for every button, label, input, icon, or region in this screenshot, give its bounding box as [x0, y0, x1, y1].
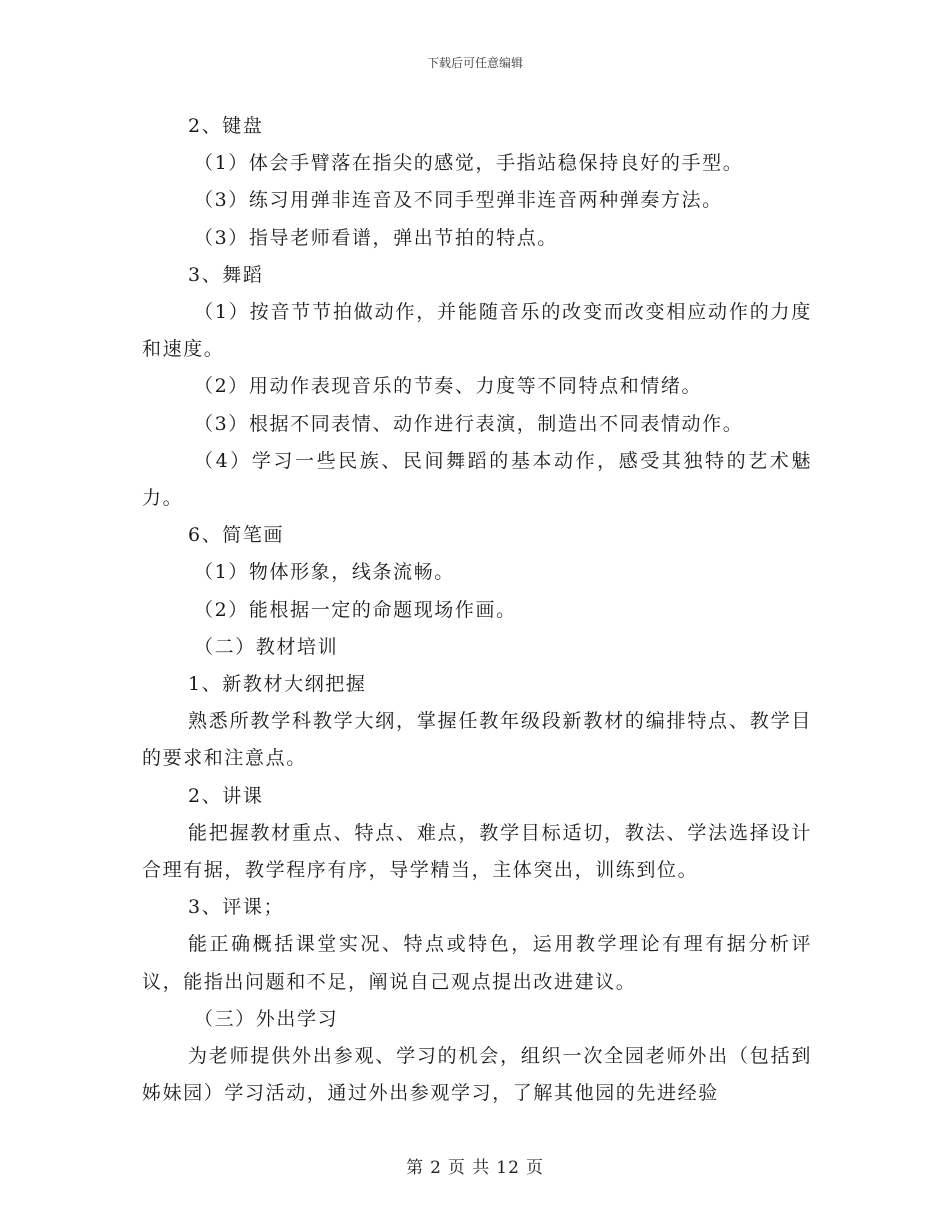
section-heading-keyboard: 2、键盘 [188, 115, 264, 137]
subsection-heading: 1、新教材大纲把握 [188, 673, 367, 696]
section-heading-drawing: 6、简笔画 [188, 524, 285, 547]
list-item: （1）物体形象，线条流畅。 [194, 561, 455, 584]
section-heading-dance: 3、舞蹈 [188, 263, 264, 286]
body-paragraph: 为老师提供外出参观、学习的机会，组织一次全园老师外出（包括到姊妹园）学习活动，通过外出参观学习，了解其他园的先进经验 [142, 1045, 812, 1105]
list-item: （3）练习用弹非连音及不同手型弹非连音两种弹奏方法。 [194, 189, 723, 212]
list-item: （1）按音节节拍做动作，并能随音乐的改变而改变相应动作的力度和速度。 [142, 301, 812, 361]
footer-middle: 页 共 [447, 1158, 491, 1178]
subsection-heading: 2、讲课 [188, 784, 264, 807]
footer-suffix: 页 [525, 1158, 544, 1178]
list-item: （2）能根据一定的命题现场作画。 [194, 598, 517, 621]
page-footer [0, 1153, 950, 1178]
list-item: （3）指导老师看谱，弹出节拍的特点。 [194, 226, 558, 249]
subsection-heading: 3、评课； [188, 896, 285, 919]
footer-prefix: 第 [406, 1158, 425, 1178]
body-paragraph: 能正确概括课堂实况、特点或特色，运用教学理论有理有据分析评议，能指出问题和不足，阐说自己观点提出改进建议。 [142, 933, 812, 993]
footer-page-number: 2 [430, 1158, 442, 1178]
section-heading-textbook-training: （二）教材培训 [194, 635, 339, 658]
body-paragraph: 熟悉所教学科教学大纲，掌握任教年级段新教材的编排特点、教学目的要求和注意点。 [142, 710, 812, 770]
list-item: （3）根据不同表情、动作进行表演，制造出不同表情动作。 [194, 412, 744, 435]
document-body [142, 108, 812, 1112]
list-item: （4）学习一些民族、民间舞蹈的基本动作，感受其独特的艺术魅力。 [142, 449, 812, 510]
section-heading-external-study: （三）外出学习 [194, 1007, 339, 1030]
page-header: 下载后可任意编辑 [426, 56, 523, 70]
list-item: （1）体会手臂落在指尖的感觉，手指站稳保持良好的手型。 [194, 152, 744, 175]
footer-total-pages: 12 [496, 1158, 520, 1178]
list-item: （2）用动作表现音乐的节奏、力度等不同特点和情绪。 [194, 375, 703, 398]
body-paragraph: 能把握教材重点、特点、难点，教学目标适切，教法、学法选择设计合理有据，教学程序有序，导学精当，主体突出，训练到位。 [142, 821, 812, 882]
